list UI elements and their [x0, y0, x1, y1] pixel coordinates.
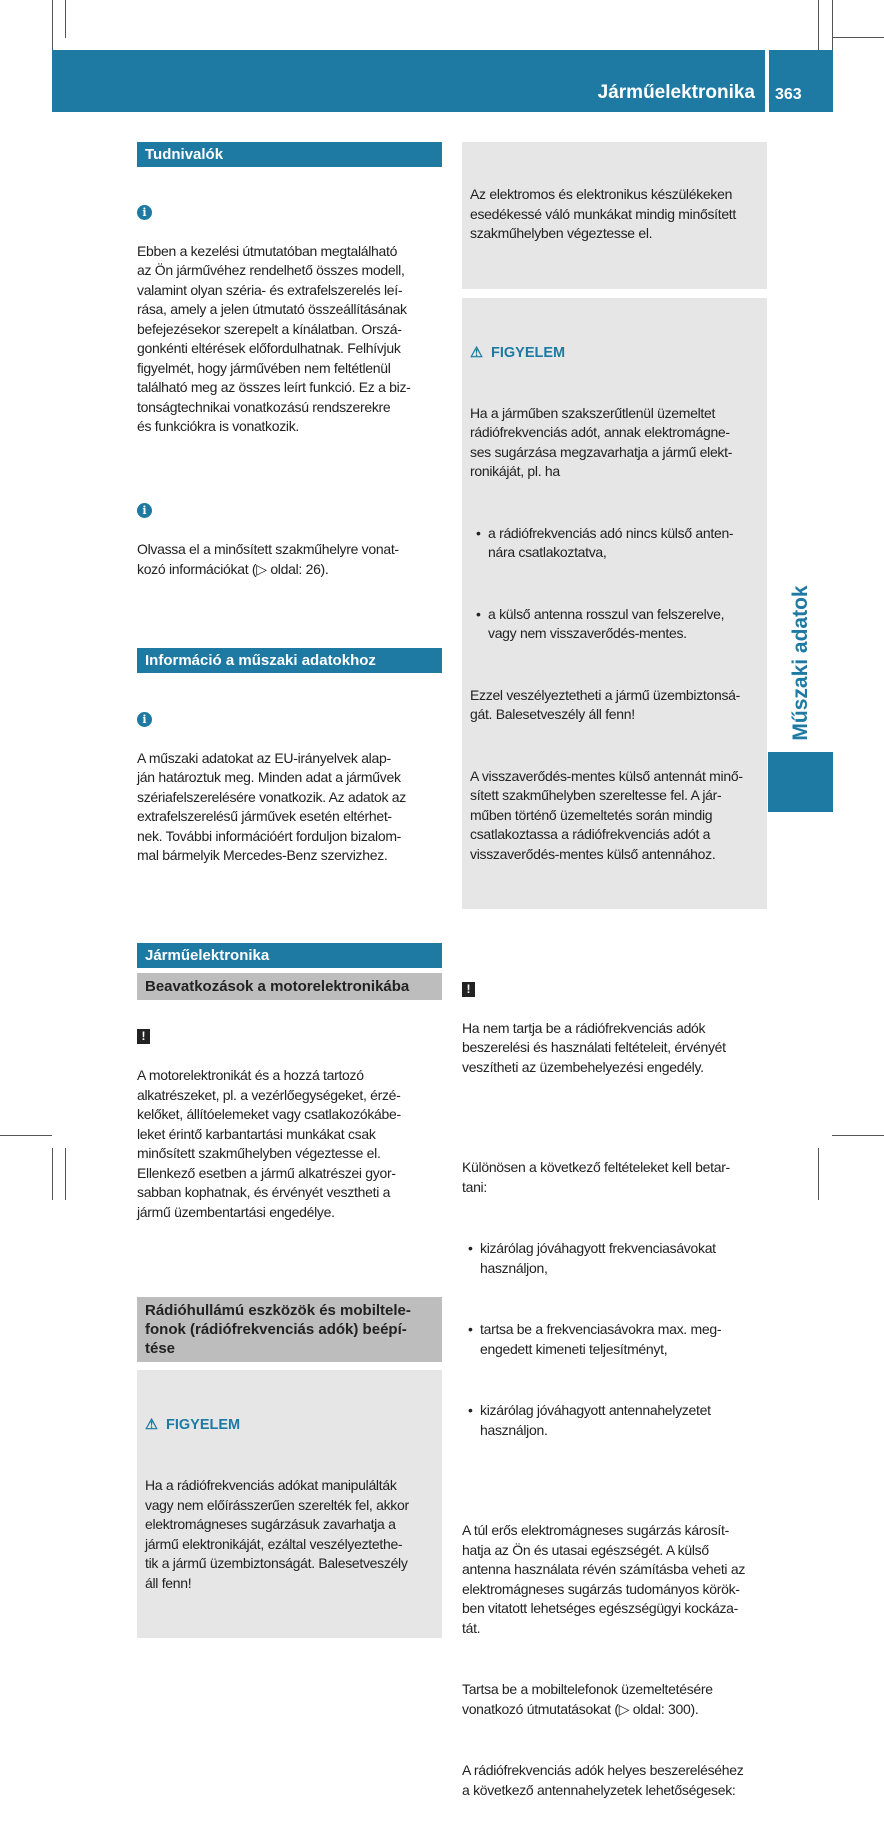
- note-text: Ha nem tartja be a rádiófrekvenciás adók beszerelési és használati feltételeit, érvényét veszítheti az üzembehelyezési engedély.: [462, 1019, 726, 1075]
- crop-mark: [833, 37, 884, 38]
- exclamation-icon: !: [137, 1029, 150, 1044]
- warning-text: Ezzel veszélyeztetheti a jármű üzembiztonsá- gát. Balesetveszély áll fenn!: [470, 686, 741, 722]
- caution-note: [137, 1008, 442, 1262]
- note-text: Különösen a következő feltételeket kell betar- tani:: [462, 1159, 730, 1195]
- subheading-motorelektronika: Beavatkozások a motorelektronikába: [137, 973, 442, 1000]
- header-bar: [52, 50, 765, 112]
- crop-mark: [818, 0, 819, 50]
- paragraph-health: A túl erős elektromágneses sugárzás károsít- hatja az Ön és utasai egészségét. A külső antenna használata révén számításba veheti az elektromágneses sugárzás tudományos körök- ben vitatott lehetséges egészségügyi kockáza- tát.: [462, 1522, 746, 1636]
- paragraph-antenna: A rádiófrekvenciás adók helyes beszereléséhez a következő antennahelyzetek lehetőségesek:: [462, 1762, 744, 1798]
- warning-intro: Ha a járműben szakszerűtlenül üzemeltet rádiófrekvenciás adót, annak elektromágne- ses sugárzása megzavarhatja a jármű elekt- ronikáját, pl. ha: [470, 404, 733, 479]
- warning-text: Ha a rádiófrekvenciás adókat manipulálták vagy nem előírásszerűen szerelték fel, akkor elektromágneses sugárzásuk zavarhatja a jármű elektronikáját, ezáltal veszélyeztethe- tik a jármű üzembiztonságát. Balesetveszély áll fenn!: [145, 1477, 409, 1591]
- side-tab-marker: [768, 752, 833, 812]
- paragraph-phone: Tartsa be a mobiltelefonok üzemeltetésére vonatkozó útmutatásokat (▷ oldal: 300).: [462, 1681, 713, 1717]
- list-item: • a külső antenna rosszul van felszerelve, vagy nem visszaverődés-mentes.: [470, 605, 759, 644]
- warning-label: FIGYELEM: [491, 344, 566, 361]
- info-box-text: Az elektromos és elektronikus készülékeken esedékessé váló munkákat mindig minősített szakműhelyben végeztesse el.: [470, 186, 736, 241]
- warning-triangle-icon: ⚠: [145, 1417, 158, 1433]
- subheading-radio: Rádióhullámú eszközök és mobiltele- fonok (rádiófrekvenciás adók) beépí- tése: [137, 1297, 442, 1362]
- note-text: A motorelektronikát és a hozzá tartozó alkatrészeket, pl. a vezérlőegységeket, érzé- kelőket, állítóelemeket vagy csatlakozókábe- leket érintő karbantartási munkákat csak minősített szakműhelyben végeztesse el. Ellenkező esetben a jármű alkatrészei gyor- sabban kophatnak, és érvényét vesztheti a jármű üzembentartási engedélye.: [137, 1067, 401, 1220]
- warning-triangle-icon: ⚠: [470, 344, 483, 361]
- crop-mark: [65, 1148, 66, 1200]
- side-tab-label: Műszaki adatok: [788, 585, 812, 741]
- list-item: • a rádiófrekvenciás adó nincs külső anten- nára csatlakoztatva,: [470, 524, 759, 563]
- crop-mark: [832, 1135, 884, 1136]
- page-number: 363: [775, 86, 802, 103]
- right-column: [462, 142, 767, 1839]
- crop-mark: [65, 0, 66, 38]
- crop-mark: [832, 0, 833, 50]
- info-note: [137, 482, 442, 619]
- warning-header: [470, 343, 759, 363]
- crop-mark: [818, 1148, 819, 1200]
- heading-jarmuelektronika: Járműelektronika: [137, 943, 442, 968]
- crop-mark: [52, 0, 53, 50]
- caution-note: [462, 921, 767, 1479]
- caution-first: [462, 960, 767, 1116]
- list-item: • kizárólag jóváhagyott antennahelyzetet használjon.: [462, 1401, 767, 1440]
- warning-text: A visszaverődés-mentes külső antennát minő- sített szakműhelyben szereltesse fel. A jár- műben történő üzemeltetés során mindig csatlakoztassa a rádiófrekvenciás adót a visszaverődés-mentes külső antennához.: [470, 767, 743, 862]
- crop-mark: [52, 1148, 53, 1200]
- heading-informacio: Információ a műszaki adatokhoz: [137, 648, 442, 673]
- warning-box: [137, 1370, 442, 1638]
- info-box: [462, 142, 767, 289]
- crop-mark: [0, 1135, 52, 1136]
- warning-box: [462, 298, 767, 910]
- exclamation-icon: !: [462, 982, 475, 997]
- warning-label: FIGYELEM: [166, 1417, 241, 1433]
- note-text: Olvassa el a minősített szakműhelyre vonat- kozó információkat (▷ oldal: 26).: [137, 541, 399, 577]
- info-icon: i: [137, 712, 152, 727]
- body-paragraph: [462, 1482, 767, 1839]
- left-column: [137, 142, 442, 1638]
- info-icon: i: [137, 503, 152, 518]
- warning-header: [145, 1415, 434, 1435]
- side-tab[interactable]: [768, 575, 833, 751]
- note-text: Ebben a kezelési útmutatóban megtalálható az Ön járművéhez rendelhető összes modell, valamint olyan széria- és extrafelszerelés leí- rása, amely a jelen útmutató összeállításának befejezésekor szerepelt a kínálatban. Orszá- gonkénti eltérések előfordulhatnak. Felhívjuk figyelmét, hogy járművében nem feltétlenül található meg az összes leírt funkció. Ez a biz- tonságtechnikai vonatkozású rendszerekre és funkciókra is vonatkozik.: [137, 242, 411, 434]
- info-note: [137, 183, 442, 476]
- info-note: [137, 690, 442, 905]
- page-number-box: [769, 50, 833, 112]
- list-item: • kizárólag jóváhagyott frekvenciasávokat használjon,: [462, 1239, 767, 1278]
- section-title: Járműelektronika: [597, 82, 755, 103]
- list-item: • tartsa be a frekvenciasávokra max. meg- engedett kimeneti teljesítményt,: [462, 1320, 767, 1359]
- info-icon: i: [137, 205, 152, 220]
- note-text: A műszaki adatokat az EU-irányelvek alap- ján határoztuk meg. Minden adat a járművek szériafelszerelésére vonatkozik. Az adatok az extrafelszerelésű járművek esetén eltérhet- nek. További információért forduljon bizalom- mal bármelyik Mercedes-Benz szervizhez.: [137, 749, 406, 863]
- heading-tudnivalok: Tudnivalók: [137, 142, 442, 167]
